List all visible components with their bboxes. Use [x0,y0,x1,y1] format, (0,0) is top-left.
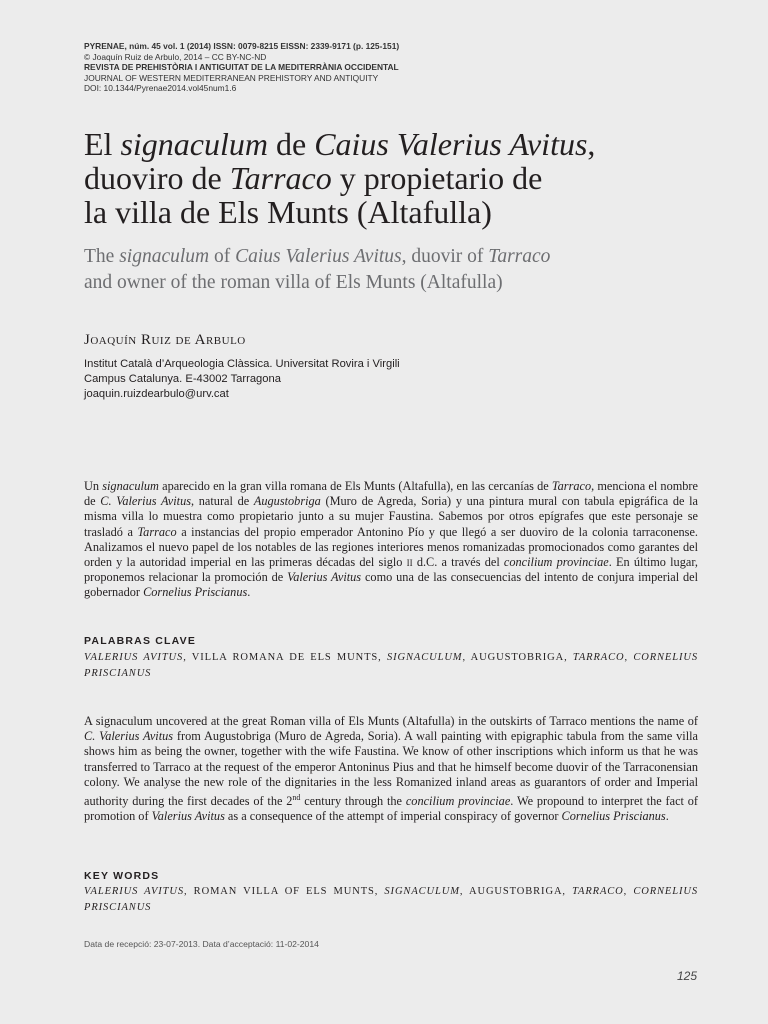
copyright-line: © Joaquín Ruiz de Arbulo, 2014 – CC BY-NC-ND [84,51,267,62]
journal-title-en: JOURNAL OF WESTERN MEDITERRANEAN PREHISTORY AND ANTIQUITY [84,72,379,83]
page-number: 125 [676,969,697,983]
keywords-es: VALERIUS AVITUS, VILLA ROMANA DE ELS MUNTS, SIGNACULUM, AUGUSTOBRIGA, TARRACO, CORNELIUS PRISCIANUS [84,652,698,679]
address: Campus Catalunya. E-43002 Tarragona [84,373,281,385]
journal-title-ca: REVISTA DE PREHISTÒRIA I ANTIGUITAT DE LA MEDITERRÀNIA OCCIDENTAL [84,62,399,73]
keywords-heading-en: KEY WORDS [84,870,160,882]
article-subtitle: The signaculum of Caius Valerius Avitus, duovir of Tarraco and owner of the roman villa of Els Munts (Altafulla) [84,246,551,293]
keywords-en: VALERIUS AVITUS, ROMAN VILLA OF ELS MUNTS, SIGNACULUM, AUGUSTOBRIGA, TARRACO, CORNELIUS PRISCIANUS [84,886,698,913]
article-title: El signaculum de Caius Valerius Avitus, duoviro de Tarraco y propietario de la villa de Els Munts (Altafulla) [84,126,596,230]
abstract-english: A signaculum uncovered at the great Roman villa of Els Munts (Altafulla) in the outskirts of Tarraco mentions the name of C. Valerius Avitus from Augustobriga (Muro de Agreda, Soria). A wall painting with epigraphic tabula from the same villa shows him as being the owner, together with the wife Faustina. We know of other inscriptions which inform us that he was transferred to Tarraco at the request of the emperor Antoninus Pius and that he himself become duovir of the Tarraconensian colony. We analyse the new role of the dignitaries in the less Romanized inland areas as guarantors of order and Imperial authority during the first decades of the 2nd century through the concilium provinciae. We propound to interpret the fact of promotion of Valerius Avitus as a consequence of the attempt of imperial conspiracy of governor Cornelius Priscianus. [84,714,699,824]
abstract-spanish: Un signaculum aparecido en la gran villa romana de Els Munts (Altafulla), en las cercanías de Tarraco, menciona el nombre de C. Valerius Avitus, natural de Augustobriga (Muro de Agreda, Soria) y una pintura mural con tabula epigráfica de la misma villa lo muestra como propietario junto a su mujer Faustina. Sabemos por otros epígrafes que este personaje se trasladó a Tarraco a instancias del propio emperador Antonino Pío y que llegó a ser duoviro de la colonia tarraconense. Analizamos el nuevo papel de los notables de las regiones interiores menos romanizadas promocionados como garantes del orden y la autoridad imperial en las primeras décadas del siglo ii d.C. a través del concilium provinciae. En último lugar, proponemos relacionar la promoción de Valerius Avitus como una de las consecuencias del intento de conjura imperial del gobernador Cornelius Priscianus. [84,479,699,600]
keywords-heading-es: PALABRAS CLAVE [84,635,197,647]
journal-line: PYRENAE, núm. 45 vol. 1 (2014) ISSN: 0079-8215 EISSN: 2339-9171 (p. 125-151) [84,41,400,51]
author-affiliation [84,357,584,402]
author-name: Joaquín Ruiz de Arbulo [84,332,246,348]
email-link[interactable]: joaquin.ruizdearbulo@urv.cat [84,388,229,400]
journal-metadata [84,41,684,94]
doi-line: DOI: 10.1344/Pyrenae2014.vol45num1.6 [84,83,237,94]
reception-dates: Data de recepció: 23-07-2013. Data d’acceptació: 11-02-2014 [84,939,319,949]
institution: Institut Català d’Arqueologia Clàssica. Universitat Rovira i Virgili [84,358,400,370]
